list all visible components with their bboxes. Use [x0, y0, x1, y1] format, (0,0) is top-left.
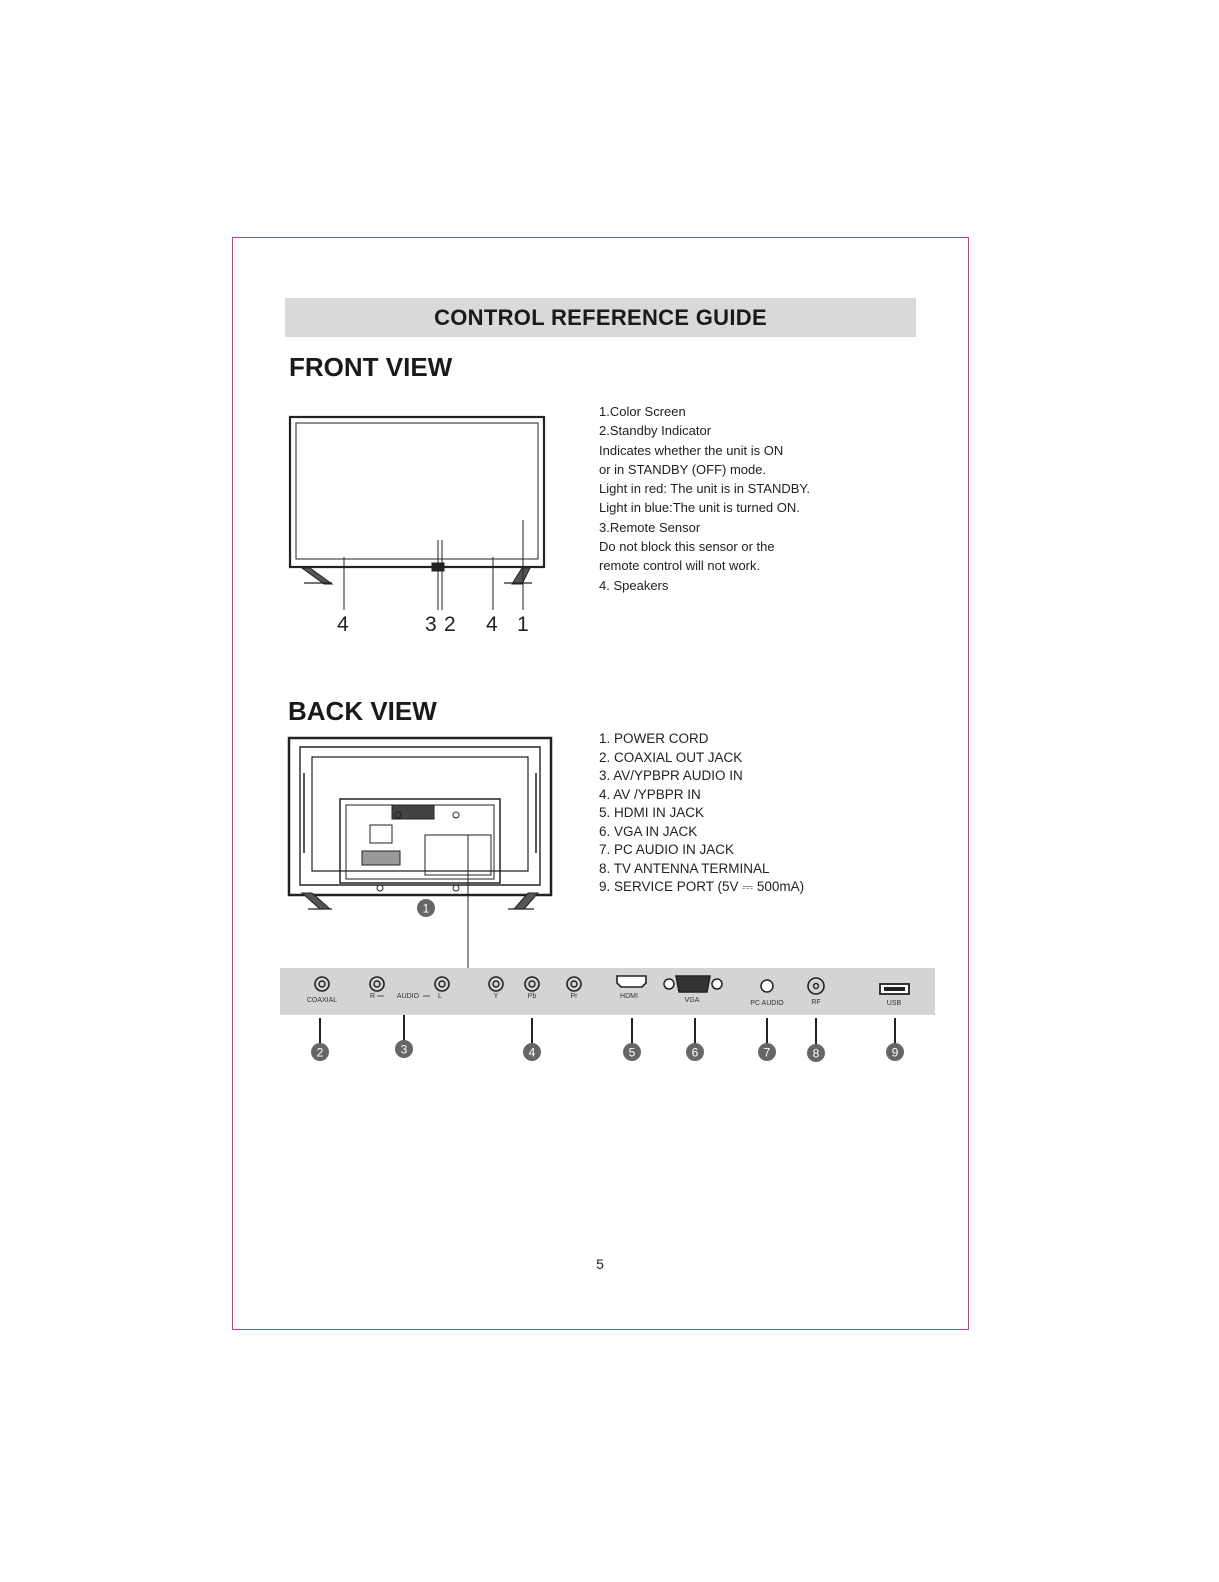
audio-r-label: R — [369, 993, 375, 1000]
front-view-figure — [280, 405, 560, 640]
pc-audio-port-icon — [761, 980, 773, 992]
audio-label: AUDIO — [396, 993, 420, 1000]
coaxial-label: COAXIAL — [306, 997, 338, 1004]
back-desc-line: 4. AV /YPBPR IN — [599, 786, 701, 802]
back-view-heading: BACK VIEW — [288, 696, 437, 726]
front-desc-line: or in STANDBY (OFF) mode. — [599, 461, 767, 477]
tv-back-illustration — [289, 738, 551, 909]
back-desc-line: 3. AV/YPBPR AUDIO IN — [599, 768, 743, 783]
front-desc-line: Light in red: The unit is in STANDBY. — [599, 481, 810, 497]
power-cord-badge — [417, 899, 435, 917]
svg-text:3: 3 — [400, 1042, 408, 1057]
front-view-heading: FRONT VIEW — [289, 352, 453, 382]
rf-label: RF — [811, 999, 821, 1006]
svg-text:6: 6 — [691, 1045, 699, 1060]
vga-label: VGA — [684, 997, 700, 1004]
svg-text:7: 7 — [763, 1045, 771, 1060]
front-view-description — [599, 402, 810, 595]
svg-text:4: 4 — [528, 1045, 536, 1060]
tv-front-illustration — [290, 417, 544, 584]
front-desc-line: Light in blue:The unit is turned ON. — [599, 500, 800, 516]
front-desc-line: Do not block this sensor or the — [599, 539, 775, 555]
svg-text:8: 8 — [812, 1046, 820, 1061]
hdmi-port-icon — [617, 976, 646, 987]
back-desc-line: 5. HDMI IN JACK — [599, 805, 705, 820]
front-desc-line: 3.Remote Sensor — [599, 519, 701, 535]
back-desc-line: 7. PC AUDIO IN JACK — [599, 842, 735, 857]
usb-label: USB — [886, 1000, 902, 1007]
front-desc-line: 1.Color Screen — [599, 404, 686, 419]
svg-text:1: 1 — [422, 901, 430, 916]
front-desc-line: 4. Speakers — [599, 577, 669, 593]
port-badge-pc-audio — [758, 1043, 776, 1061]
pr-label: Pr — [570, 993, 578, 1000]
port-badge-rf — [807, 1044, 825, 1062]
front-callout-color-screen: 1 — [517, 613, 529, 636]
page-number: 5 — [596, 1256, 604, 1272]
back-desc-line: 1. POWER CORD — [599, 731, 709, 746]
svg-text:2: 2 — [316, 1045, 324, 1060]
back-desc-line: 8. TV ANTENNA TERMINAL — [599, 860, 770, 876]
hdmi-label: HDMI — [620, 993, 638, 1000]
y-label: Y — [493, 993, 499, 1000]
port-badge-vga — [686, 1043, 704, 1061]
front-desc-line: Indicates whether the unit is ON — [599, 442, 784, 458]
front-desc-line: 2.Standby Indicator — [599, 423, 712, 439]
svg-text:5: 5 — [628, 1045, 636, 1060]
back-desc-line: 9. SERVICE PORT (5V ⎓ 500mA) — [599, 879, 805, 894]
port-badge-usb — [886, 1043, 904, 1061]
port-panel-figure — [280, 968, 936, 1068]
back-desc-line: 6. VGA IN JACK — [599, 823, 698, 839]
port-badge-audio — [395, 1040, 413, 1058]
back-view-description — [599, 730, 804, 897]
front-callout-remote-sensor: 3 — [425, 613, 437, 636]
front-callout-speaker-left: 4 — [337, 613, 349, 636]
port-badge-coaxial — [311, 1043, 329, 1061]
usb-port-icon — [880, 984, 909, 994]
back-desc-line: 2. COAXIAL OUT JACK — [599, 749, 743, 765]
port-badge-hdmi — [623, 1043, 641, 1061]
front-desc-line: remote control will not work. — [599, 558, 761, 574]
pb-label: Pb — [527, 993, 537, 1000]
back-view-figure — [280, 733, 570, 973]
title-bar — [285, 298, 916, 337]
port-badge-ypbpr — [523, 1043, 541, 1061]
svg-text:9: 9 — [891, 1045, 899, 1060]
pc-audio-label: PC AUDIO — [750, 1000, 784, 1007]
front-callout-standby-indicator: 2 — [444, 613, 456, 636]
audio-l-label: L — [438, 993, 442, 1000]
front-callout-speaker-right: 4 — [486, 613, 498, 636]
page-title: CONTROL REFERENCE GUIDE — [434, 304, 767, 330]
